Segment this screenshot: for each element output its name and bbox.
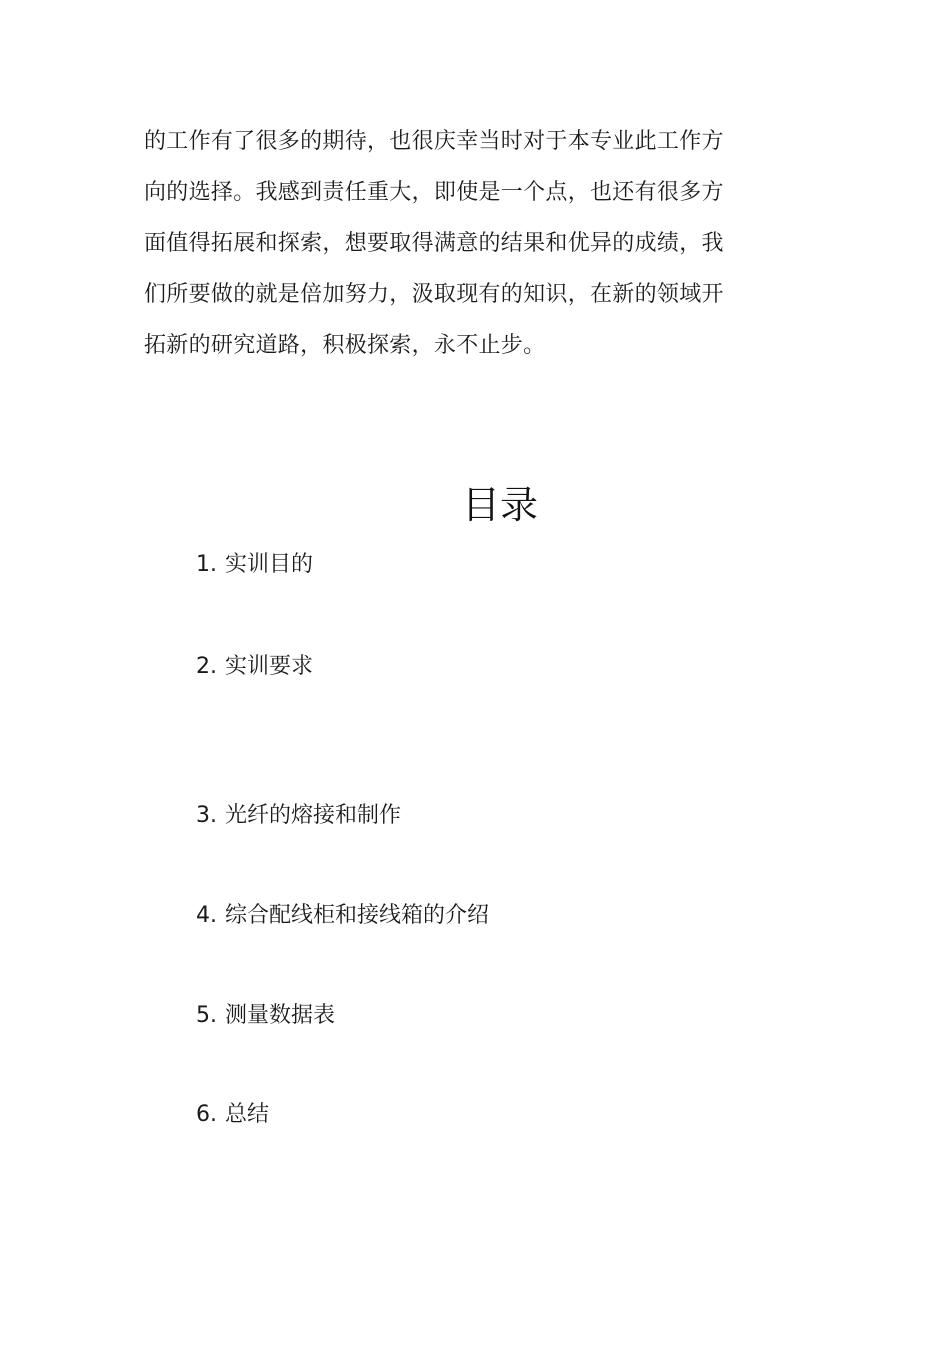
toc-item-number: 5. — [196, 1003, 217, 1028]
toc-item-label: 总结 — [225, 1102, 270, 1127]
toc-item-2 — [196, 654, 313, 680]
toc-item-number: 1. — [196, 552, 217, 577]
toc-item-label: 实训要求 — [225, 654, 314, 679]
toc-item-number: 2. — [196, 654, 217, 679]
toc-item-number: 3. — [196, 803, 217, 828]
paragraph-line-1: 的工作有了很多的期待，也很庆幸当时对于本专业此工作方 — [144, 129, 724, 154]
toc-item-3 — [196, 803, 401, 829]
toc-item-label: 测量数据表 — [225, 1003, 336, 1028]
toc-title: 目录 — [461, 483, 538, 527]
toc-item-label: 光纤的熔接和制作 — [225, 803, 402, 828]
toc-item-label: 综合配线柜和接线箱的介绍 — [225, 903, 490, 928]
toc-item-5 — [196, 1003, 335, 1029]
toc-item-label: 实训目的 — [225, 552, 314, 577]
toc-item-4 — [196, 903, 489, 929]
toc-item-number: 6. — [196, 1102, 217, 1127]
paragraph-line-5: 拓新的研究道路，积极探索，永不止步。 — [144, 333, 546, 358]
toc-item-1 — [196, 552, 313, 578]
toc-item-number: 4. — [196, 903, 217, 928]
paragraph-line-2: 向的选择。我感到责任重大，即使是一个点，也还有很多方 — [144, 180, 724, 205]
paragraph-line-4: 们所要做的就是倍加努力，汲取现有的知识，在新的领域开 — [144, 282, 724, 307]
paragraph-line-3: 面值得拓展和探索，想要取得满意的结果和优异的成绩，我 — [144, 231, 724, 256]
toc-item-6 — [196, 1102, 269, 1128]
